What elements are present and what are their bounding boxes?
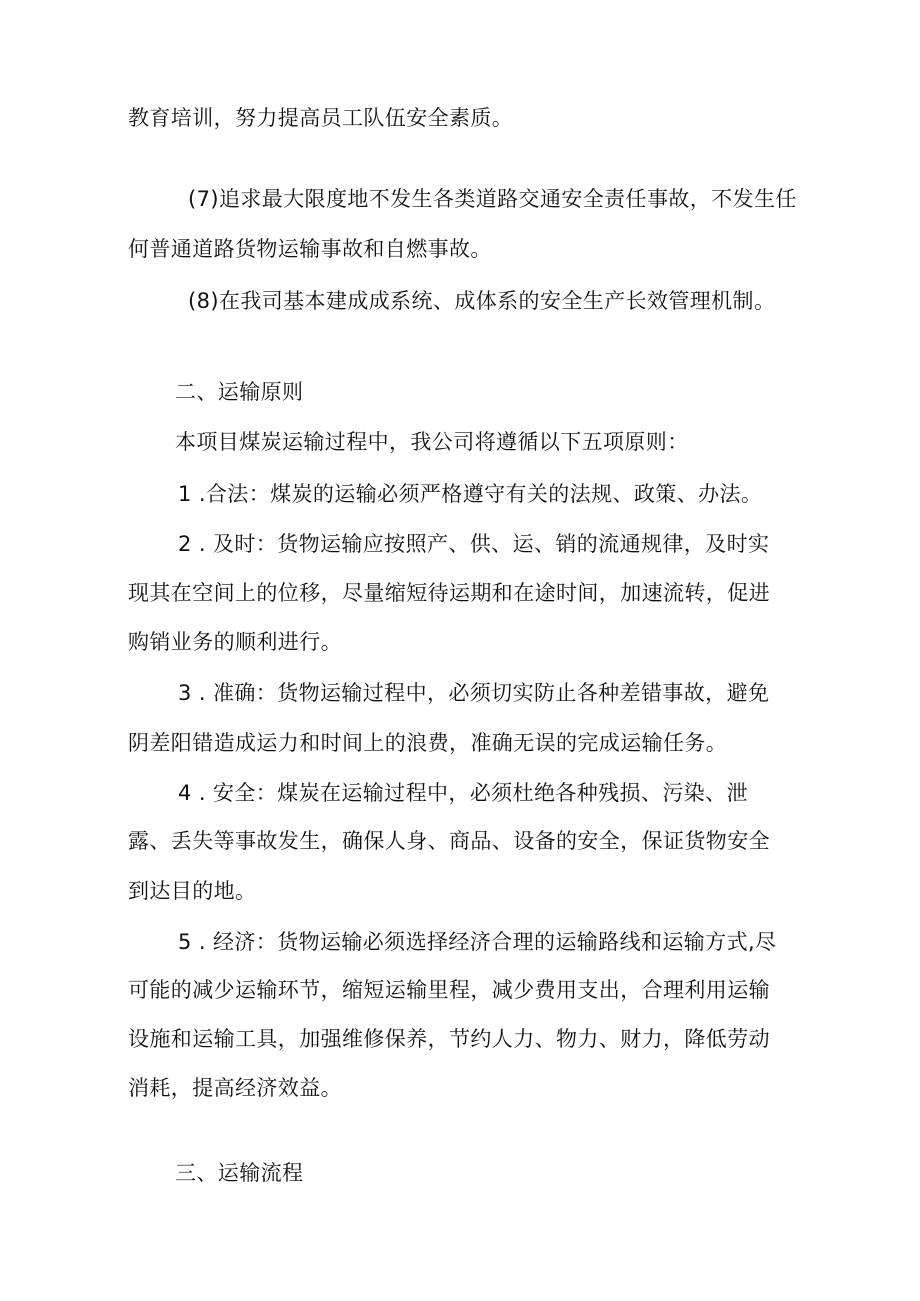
text-line: 阴差阳错造成运力和时间上的浪费，准确无误的完成运输任务。 — [128, 731, 728, 755]
text-line: 教育培训，努力提高员工队伍安全素质。 — [128, 106, 514, 130]
list-item-7-line: (7)追求最大限度地不发生各类道路交通安全责任事故，不发生任 — [188, 187, 797, 211]
principle-item-5-line: 5 . 经济：货物运输必须选择经济合理的运输路线和运输方式,尽 — [178, 930, 777, 954]
principle-item-1-line: 1 .合法：煤炭的运输必须严格遵守有关的法规、政策、办法。 — [178, 482, 763, 506]
list-item-8-line: (8)在我司基本建成成系统、成体系的安全生产长效管理机制。 — [188, 289, 776, 313]
text-line: 设施和运输工具，加强维修保养，节约人力、物力、财力，降低劳动 — [128, 1027, 770, 1051]
section-heading-3: 三、运输流程 — [175, 1161, 304, 1185]
principle-item-4-line: 4 . 安全：煤炭在运输过程中，必须杜绝各种残损、污染、泄 — [178, 781, 748, 805]
text-line: 露、丢失等事故发生，确保人身、商品、设备的安全，保证货物安全 — [128, 829, 770, 853]
section-heading-2: 二、运输原则 — [175, 380, 304, 404]
principle-item-2-line: 2 . 及时：货物运输应按照产、供、运、销的流通规律，及时实 — [178, 532, 770, 556]
text-line: 到达目的地。 — [128, 879, 257, 903]
text-line: 购销业务的顺利进行。 — [128, 630, 342, 654]
principle-item-3-line: 3 . 准确：货物运输过程中，必须切实防止各种差错事故，避免 — [178, 681, 770, 705]
text-line: 可能的减少运输环节，缩短运输里程，减少费用支出，合理利用运输 — [128, 978, 770, 1002]
text-line: 何普通道路货物运输事故和自燃事故。 — [128, 237, 492, 261]
text-line: 现其在空间上的位移，尽量缩短待运期和在途时间，加速流转，促进 — [128, 581, 770, 605]
text-line: 消耗，提高经济效益。 — [128, 1076, 342, 1100]
text-line: 本项目煤炭运输过程中，我公司将遵循以下五项原则： — [175, 430, 689, 454]
